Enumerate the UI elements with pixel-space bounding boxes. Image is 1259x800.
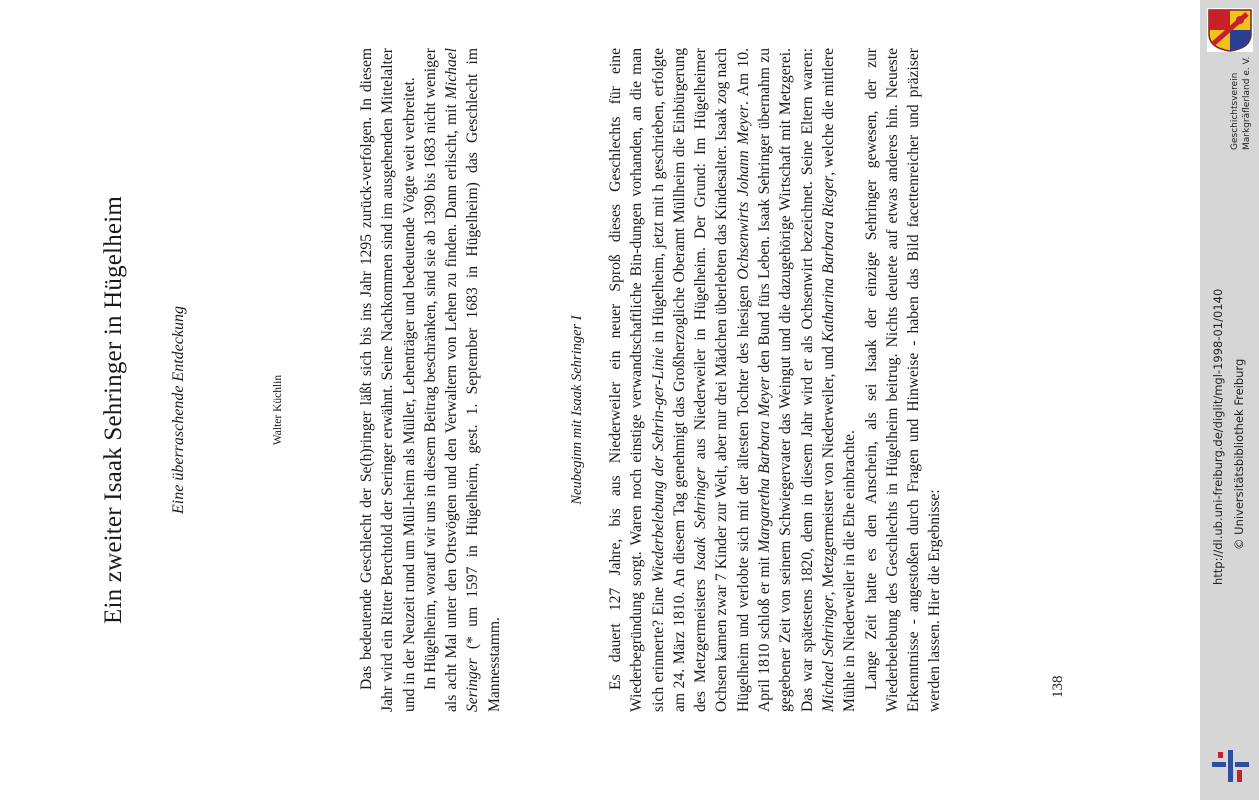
article-subtitle: Eine überraschende Entdeckung: [170, 306, 187, 514]
article-title: Ein zweiter Isaak Sehringer in Hügelheim: [100, 196, 127, 624]
permalink-url[interactable]: http://dl.ub.uni-freiburg.de/diglit/mgl-1998-01/0140: [1211, 288, 1225, 585]
paragraph-2: In Hügelheim, worauf wir uns in diesem Beitrag beschränken, sind sie ab 1390 bis 1683 nicht weniger als acht Mal unter den Ortsvögten und den Verwaltern von Lehen zu finden. Dann erlischt, mit Michael Seringer (* um 1597 in Hügelheim, gest. 1. September 1683 in Hügelheim) das Geschlecht im Mannesstamm.: [421, 48, 503, 712]
section-heading: Neubeginn mit Isaak Sehringer I: [569, 315, 585, 505]
section-body: [605, 48, 946, 712]
paragraph-4: Lange Zeit hatte es den Anschein, als sei Isaak der einzige Sehringer gewesen, der zur Wiederbelebung des Geschlechts in Hügelheim beitrug. Nichts deutete auf etwas anderes hin. Neueste Erkenntnisse - angestoßen durch Fragen und Hinweise - haben das Bild facettenreicher und präziser werden lassen. Hier die Ergebnisse:: [862, 48, 944, 712]
society-crest-icon: [1207, 8, 1253, 52]
intro-block: [356, 48, 505, 712]
society-name-line1: Geschichtsverein: [1230, 72, 1240, 150]
article-author: Walter Küchlin: [272, 374, 284, 446]
paragraph-1: Das bedeutende Geschlecht der Se(h)ringer läßt sich bis ins Jahr 1295 zurück-verfolgen. In diesem Jahr wird ein Ritter Berchtold der Seringer erwähnt. Seine Nachkommen sind im ausgehenden Mittelalter und in der Neuzeit rund um Müll-heim als Müller, Lehenträger und bedeutende Vögte weit verbreitet.: [358, 48, 418, 712]
emphasis-name: Michael Seringer: [443, 48, 482, 712]
page-number: 138: [1050, 675, 1066, 698]
paragraph-3: Es dauert 127 Jahre, bis aus Niederweiler ein neuer Sproß dieses Geschlechts für eine Wiederbegründung sorgt. Waren noch einstige verwandtschaftliche Bin-dungen vorhanden, an die man sich erinnerte? Eine Wiederbelebung der Sehrin-ger-Linie in Hügelheim, jetzt mit h geschrieben, erfolgte am 24. März 1810. An diesem Tag genehmigt das Großherzogliche Oberamt Müllheim die Einbürgerung des Metzgermeisters Isaak Sehringer aus Niederweiler in Hügelheim. Der Grund: Im Hügelheimer Ochsen kamen zwar 7 Kinder zur Welt, aber nur drei Mädchen überlebten das Kindesalter. Isaak zog nach Hügelheim und verlobte sich mit der ältesten Tochter des hiesigen Ochsenwirts Johann Meyer. Am 10. April 1810 schloß er mit Margaretha Barbara Meyer den Bund fürs Leben. Isaak Sehringer übernahm zu gegebener Zeit von seinem Schwiegervater das Weingut und die dazugehörige Wirtschaft mit Metzgerei. Das war spätestens 1820, denn in diesem Jahr wird er als Ochsenwirt bezeichnet. Seine Eltern waren: Michael Sehringer, Metzgermeister von Niederweiler, und Katharina Barbara Rieger, welche die mittlere Mühle in Niederweiler in die Ehe einbrachte.: [607, 47, 859, 712]
university-library-logo-icon: [1210, 748, 1252, 784]
society-name-line2: Markgräflerland e. V.: [1242, 56, 1252, 150]
sidebar-text-rotated: [1200, 0, 1259, 800]
copyright-notice: © Universitätsbibliothek Freiburg: [1232, 358, 1246, 550]
viewer-sidebar: [1200, 0, 1259, 800]
